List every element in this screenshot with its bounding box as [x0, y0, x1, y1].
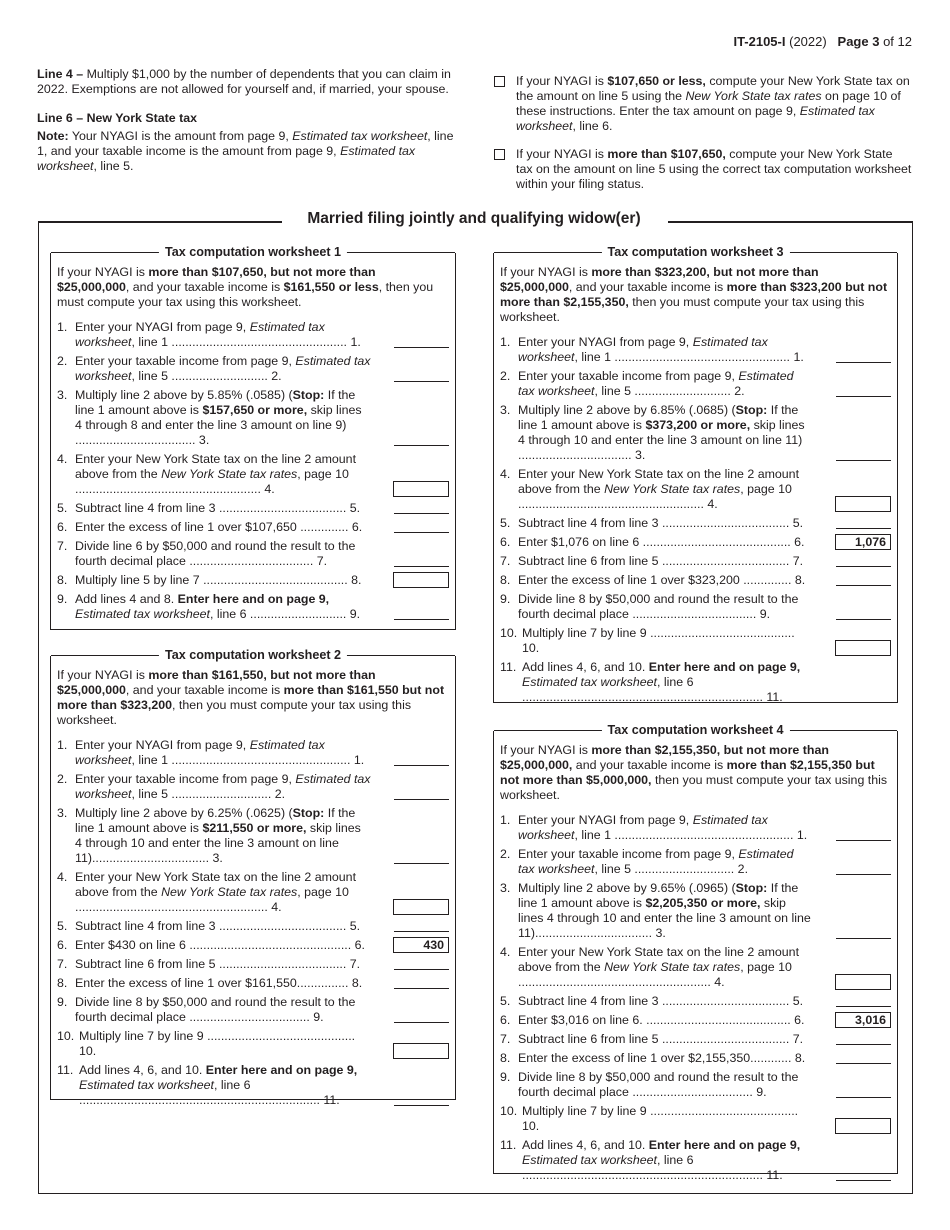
entry-field[interactable] — [394, 532, 449, 533]
entry-box[interactable] — [835, 974, 891, 990]
entry-field[interactable] — [394, 1105, 449, 1106]
worksheet-line-10: 10. Multiply line 7 by line 9 ........................................... 10. — [57, 1029, 449, 1059]
worksheet-line-3: 3. Multiply line 2 above by 6.85% (.0685) (Stop: If the line 1 amount above is $373,200 or more, skip lines 4 through 10 and enter the line 3 amount on line 11) ................................. 3. — [500, 403, 891, 463]
worksheet-line-11: 11. Add lines 4, 6, and 10. Enter here and on page 9, Estimated tax worksheet, line 6 ...................................................................... 11. — [57, 1063, 449, 1108]
page-total: of 12 — [883, 34, 912, 49]
entry-field[interactable] — [836, 1006, 891, 1007]
worksheet-line-1: 1. Enter your NYAGI from page 9, Estimated tax worksheet, line 1 ................................................... 1. — [57, 320, 449, 350]
worksheet-line-9: 9. Divide line 8 by $50,000 and round the result to the fourth decimal place .................................... 9. — [500, 592, 891, 622]
entry-box[interactable] — [835, 1118, 891, 1134]
entry-field[interactable] — [394, 765, 449, 766]
worksheet-line-10: 10. Multiply line 7 by line 9 ........................................... 10. — [500, 1104, 891, 1134]
worksheet-line-8: 8. Enter the excess of line 1 over $323,200 .............. 8. — [500, 573, 891, 588]
worksheet-title: Tax computation worksheet 3 — [601, 245, 789, 260]
entry-field[interactable] — [836, 1180, 891, 1181]
worksheet-intro: If your NYAGI is more than $161,550, but not more than $25,000,000, and your taxable income is more than $161,550 but not more than $323,200, then you must compute your tax using this worksheet. — [57, 668, 445, 727]
entry-field[interactable] — [836, 1097, 891, 1098]
worksheet-title: Tax computation worksheet 1 — [159, 245, 347, 260]
entry-field[interactable] — [394, 513, 449, 514]
line4-instructions: Line 4 – Multiply $1,000 by the number of dependents that you can claim in 2022. Exemptions are not allowed for yourself and, if married, your spouse. — [37, 67, 451, 96]
intro-right — [494, 74, 912, 205]
worksheet-title: Tax computation worksheet 2 — [159, 648, 347, 663]
entry-field[interactable] — [836, 619, 891, 620]
worksheet-line-9: 9. Divide line 8 by $50,000 and round the result to the fourth decimal place ................................... 9. — [57, 995, 449, 1025]
page-number: Page 3 — [837, 34, 880, 49]
checkbox[interactable] — [494, 149, 505, 160]
worksheet-line-1: 1. Enter your NYAGI from page 9, Estimated tax worksheet, line 1 .................................................... 1. — [500, 813, 891, 843]
entry-box[interactable] — [393, 899, 449, 915]
entry-field[interactable] — [394, 381, 449, 382]
entry-field[interactable] — [394, 619, 449, 620]
worksheet-line-4: 4. Enter your New York State tax on the line 2 amount above from the New York State tax rates, page 10 ........................................................ 4. — [500, 945, 891, 990]
entry-field[interactable] — [836, 528, 891, 529]
worksheet-4 — [493, 723, 898, 1182]
entry-field[interactable] — [836, 362, 891, 363]
checkbox-item-more-than-107650: If your NYAGI is more than $107,650, compute your New York State tax on the amount on line 5 using the correct tax computation worksheet within your filing status. — [494, 147, 912, 192]
worksheet-line-9: 9. Divide line 8 by $50,000 and round the result to the fourth decimal place ................................... 9. — [500, 1070, 891, 1100]
worksheet-line-4: 4. Enter your New York State tax on the line 2 amount above from the New York State tax rates, page 10 ........................................................ 4. — [57, 870, 449, 915]
worksheet-line-5: 5. Subtract line 4 from line 3 ..................................... 5. — [500, 994, 891, 1009]
worksheet-intro: If your NYAGI is more than $323,200, but not more than $25,000,000, and your taxable income is more than $323,200 but not more than $2,155,350, then you must compute your tax using this worksheet. — [500, 265, 888, 324]
worksheet-line-3: 3. Multiply line 2 above by 6.25% (.0625) (Stop: If the line 1 amount above is $211,550 or more, skip lines 4 through 10 and enter the line 3 amount on line 11).................................. 3. — [57, 806, 449, 866]
entry-field[interactable] — [836, 585, 891, 586]
worksheet-intro: If your NYAGI is more than $107,650, but not more than $25,000,000, and your taxable income is $161,550 or less, then you must compute your tax using this worksheet. — [57, 265, 434, 309]
worksheet-line-2: 2. Enter your taxable income from page 9, Estimated tax worksheet, line 5 ............................ 2. — [57, 354, 449, 384]
worksheet-intro: If your NYAGI is more than $2,155,350, but not more than $25,000,000, and your taxable income is more than $2,155,350 but not more than $5,000,000, then you must compute your tax using this worksheet. — [500, 743, 888, 802]
worksheet-line-5: 5. Subtract line 4 from line 3 ..................................... 5. — [57, 501, 449, 516]
worksheet-line-7: 7. Subtract line 6 from line 5 ..................................... 7. — [500, 554, 891, 569]
worksheet-3 — [493, 245, 898, 704]
entry-field[interactable] — [836, 1063, 891, 1064]
entry-box[interactable] — [393, 1043, 449, 1059]
worksheet-line-11: 11. Add lines 4, 6, and 10. Enter here and on page 9, Estimated tax worksheet, line 6 ...................................................................... 11. — [500, 1138, 891, 1183]
worksheet-line-7: 7. Subtract line 6 from line 5 ..................................... 7. — [500, 1032, 891, 1047]
entry-field[interactable] — [394, 863, 449, 864]
worksheet-line-3: 3. Multiply line 2 above by 5.85% (.0585) (Stop: If the line 1 amount above is $157,650 or more, skip lines 4 through 8 and enter the line 3 amount on line 9) ................................... 3. — [57, 388, 449, 448]
worksheet-line-2: 2. Enter your taxable income from page 9, Estimated tax worksheet, line 5 ............................ 2. — [500, 369, 891, 399]
entry-field[interactable] — [394, 566, 449, 567]
entry-field[interactable] — [836, 396, 891, 397]
worksheet-line-10: 10. Multiply line 7 by line 9 .......................................... 10. — [500, 626, 891, 656]
worksheet-line-5: 5. Subtract line 4 from line 3 ..................................... 5. — [57, 919, 449, 934]
entry-field[interactable] — [394, 799, 449, 800]
prefilled-amount-box: 3,016 — [835, 1012, 891, 1028]
entry-field[interactable] — [836, 840, 891, 841]
worksheet-line-5: 5. Subtract line 4 from line 3 ..................................... 5. — [500, 516, 891, 531]
worksheet-line-4: 4. Enter your New York State tax on the line 2 amount above from the New York State tax rates, page 10 ...................................................... 4. — [57, 452, 449, 497]
entry-box[interactable] — [393, 481, 449, 497]
entry-field[interactable] — [836, 938, 891, 939]
entry-field[interactable] — [836, 566, 891, 567]
worksheet-title: Tax computation worksheet 4 — [601, 723, 789, 738]
entry-field[interactable] — [836, 460, 891, 461]
worksheet-line-6: 6. Enter $430 on line 6 ............................................... 6. 430 — [57, 938, 449, 953]
prefilled-amount-box: 430 — [393, 937, 449, 953]
worksheet-line-7: 7. Subtract line 6 from line 5 ..................................... 7. — [57, 957, 449, 972]
worksheet-line-1: 1. Enter your NYAGI from page 9, Estimated tax worksheet, line 1 ................................................... 1. — [500, 335, 891, 365]
entry-field[interactable] — [836, 1044, 891, 1045]
worksheet-line-3: 3. Multiply line 2 above by 9.65% (.0965) (Stop: If the line 1 amount above is $2,205,350 or more, skip lines 4 through 10 and enter the line 3 amount on line 11).................................. 3. — [500, 881, 891, 941]
worksheet-line-8: 8. Multiply line 5 by line 7 .......................................... 8. — [57, 573, 449, 588]
worksheet-line-4: 4. Enter your New York State tax on the line 2 amount above from the New York State tax rates, page 10 ...................................................... 4. — [500, 467, 891, 512]
entry-box[interactable] — [835, 496, 891, 512]
entry-field[interactable] — [394, 347, 449, 348]
entry-field[interactable] — [394, 1022, 449, 1023]
entry-field[interactable] — [394, 988, 449, 989]
worksheet-line-11: 11. Add lines 4, 6, and 10. Enter here and on page 9, Estimated tax worksheet, line 6 ...................................................................... 11. — [500, 660, 891, 705]
worksheet-line-8: 8. Enter the excess of line 1 over $2,155,350............ 8. — [500, 1051, 891, 1066]
form-id: IT-2105-I — [733, 34, 786, 49]
entry-box[interactable] — [393, 572, 449, 588]
worksheet-line-2: 2. Enter your taxable income from page 9, Estimated tax worksheet, line 5 ............................. 2. — [57, 772, 449, 802]
intro-left — [37, 67, 457, 183]
checkbox-item-107650-or-less: If your NYAGI is $107,650 or less, compute your New York State tax on the amount on line 5 using the New York State tax rates on page 10 of these instructions. Enter the tax amount on page 9, Estimated tax worksheet, line 6. — [494, 74, 912, 134]
worksheet-line-9: 9. Add lines 4 and 8. Enter here and on page 9, Estimated tax worksheet, line 6 ............................ 9. — [57, 592, 449, 622]
worksheet-line-8: 8. Enter the excess of line 1 over $161,550............... 8. — [57, 976, 449, 991]
worksheet-line-7: 7. Divide line 6 by $50,000 and round the result to the fourth decimal place .................................... 7. — [57, 539, 449, 569]
form-year: (2022) — [789, 34, 827, 49]
page-header — [733, 34, 912, 49]
entry-field[interactable] — [836, 874, 891, 875]
entry-field[interactable] — [836, 702, 891, 703]
entry-field[interactable] — [394, 445, 449, 446]
worksheet-line-6: 6. Enter $1,076 on line 6 ........................................... 6. 1,076 — [500, 535, 891, 550]
worksheet-1 — [50, 245, 456, 630]
entry-field[interactable] — [394, 931, 449, 932]
line6-note: Note: Your NYAGI is the amount from page 9, Estimated tax worksheet, line 1, and your taxable income is the amount from page 9, Estimated tax worksheet, line 5. — [37, 129, 454, 173]
entry-field[interactable] — [394, 969, 449, 970]
worksheet-line-2: 2. Enter your taxable income from page 9, Estimated tax worksheet, line 5 ............................. 2. — [500, 847, 891, 877]
checkbox[interactable] — [494, 76, 505, 87]
line6-heading: Line 6 – New York State tax — [37, 111, 197, 125]
prefilled-amount-box: 1,076 — [835, 534, 891, 550]
worksheet-2 — [50, 648, 456, 1107]
worksheet-line-1: 1. Enter your NYAGI from page 9, Estimated tax worksheet, line 1 .................................................... 1. — [57, 738, 449, 768]
entry-box[interactable] — [835, 640, 891, 656]
section-title: Married filing jointly and qualifying widow(er) — [282, 211, 666, 226]
worksheet-line-6: 6. Enter $3,016 on line 6. .......................................... 6. 3,016 — [500, 1013, 891, 1028]
worksheet-line-6: 6. Enter the excess of line 1 over $107,650 .............. 6. — [57, 520, 449, 535]
